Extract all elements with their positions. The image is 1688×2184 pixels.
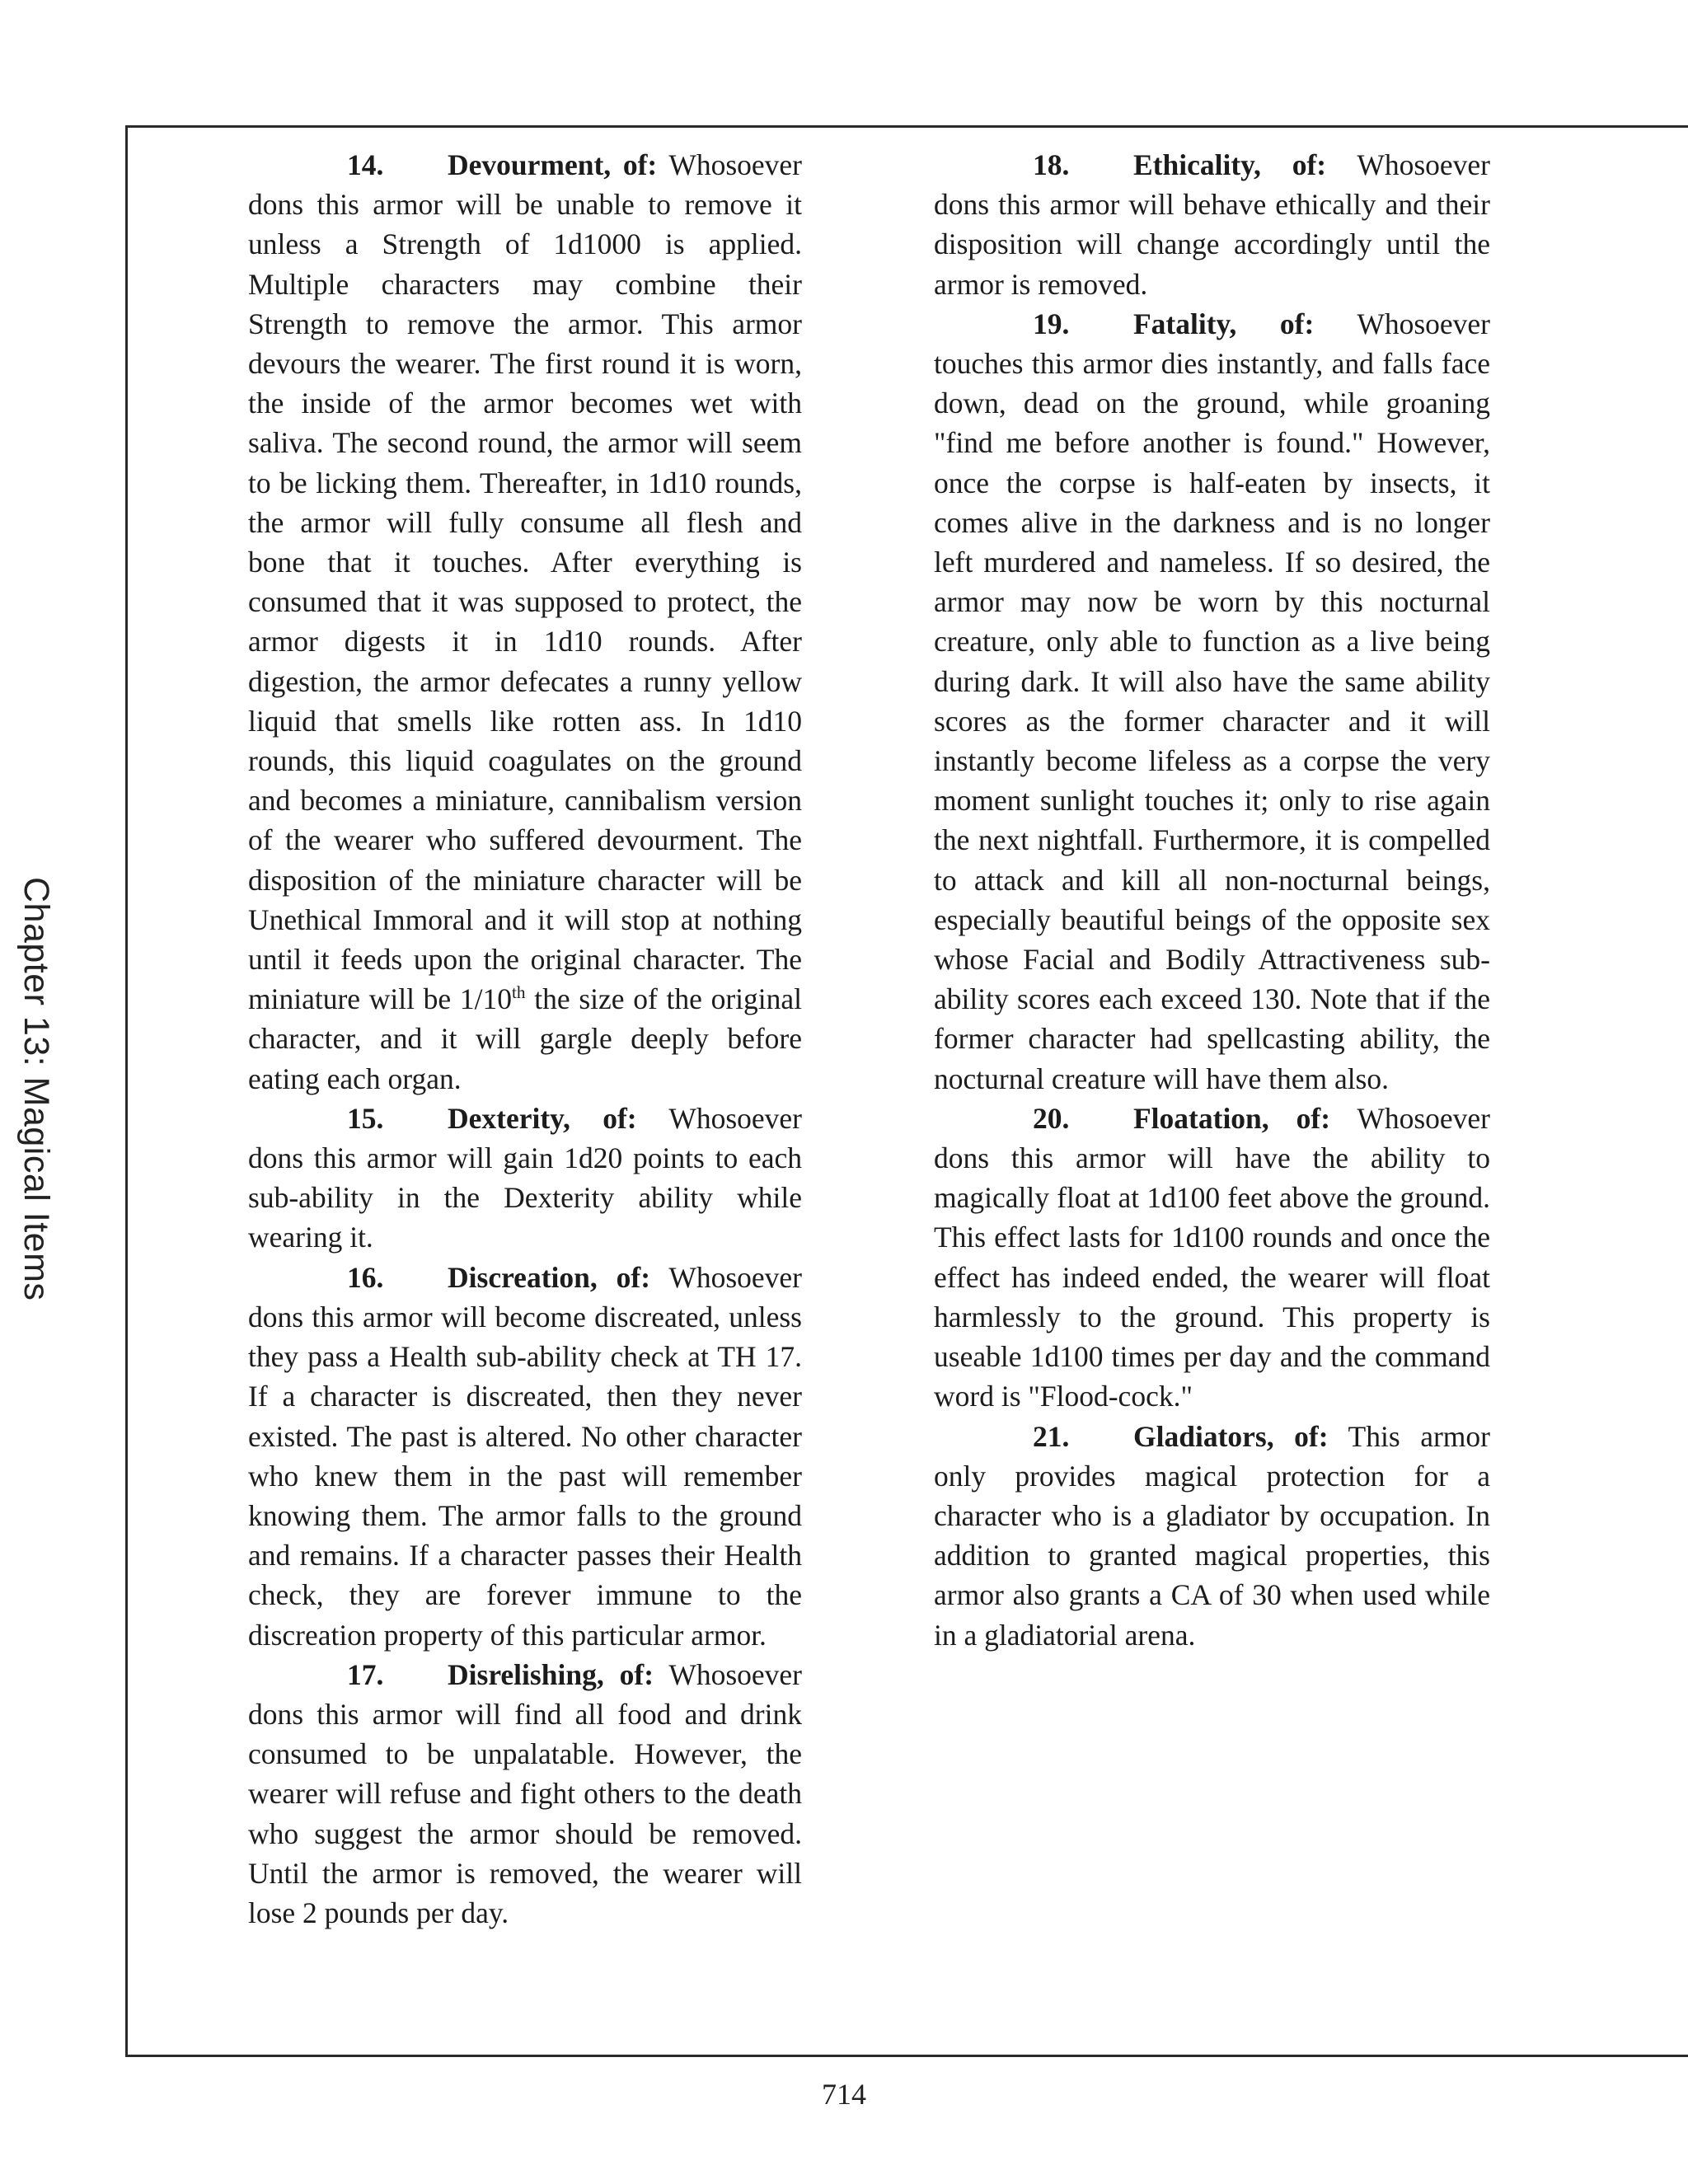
entry-title: Fatality, of:: [1133, 307, 1315, 340]
left-column: [248, 145, 802, 1933]
right-column: [934, 145, 1490, 1655]
ordinal-suffix: th: [512, 982, 526, 1003]
entry-dexterity: [248, 1099, 802, 1258]
entry-number: 14.: [347, 148, 384, 181]
entry-text: Whosoever dons this armor will gain 1d20 points to each sub-ability in the Dexterity ability while wearing it.: [248, 1101, 802, 1254]
entry-fatality: [934, 304, 1490, 1099]
entry-number: 15.: [347, 1101, 384, 1135]
entry-number: 18.: [1033, 148, 1070, 181]
entry-discreation: [248, 1258, 802, 1655]
entry-text: Whosoever dons this armor will have the ability to magically float at 1d100 feet above the ground. This effect lasts for 1d100 rounds and once the effect has indeed ended, the wearer will float harmlessly to the ground. This property is useable 1d100 times per day and the command word is "Flood-cock.": [934, 1101, 1490, 1413]
entry-text: Whosoever dons this armor will find all food and drink consumed to be unpalatable. However, the wearer will refuse and fight others to the death who suggest the armor should be removed. Until the armor is removed, the wearer will lose 2 pounds per day.: [248, 1657, 802, 1929]
entry-title: Devourment, of:: [448, 148, 658, 181]
page-number: 714: [822, 2078, 866, 2111]
entry-text: Whosoever dons this armor will become discreated, unless they pass a Health sub-ability check at TH 17. If a character is discreated, then they never existed. The past is altered. No other character who knew them in the past will remember knowing them. The armor falls to the ground and remains. If a character passes their Health check, they are forever immune to the discreation property of this particular armor.: [248, 1260, 803, 1652]
entry-gladiators: [934, 1417, 1490, 1655]
entry-number: 17.: [347, 1657, 384, 1691]
entry-text: Whosoever dons this armor will be unable to remove it unless a Strength of 1d1000 is applied. Multiple characters may combine their Strength to remove the armor. This armor devours the wearer. The first round it is worn, the inside of the armor becomes wet with saliva. The second round, the armor will seem to be licking them. Thereafter, in 1d10 rounds, the armor will fully consume all flesh and bone that it touches. After everything is consumed that it was supposed to protect, the armor digests it in 1d10 rounds. After digestion, the armor defecates a runny yellow liquid that smells like rotten ass. In 1d10 rounds, this liquid coagulates on the ground and becomes a miniature, cannibalism version of the wearer who suffered devourment. The disposition of the miniature character will be Unethical Immoral and it will stop at nothing until it feeds upon the original character. The miniature will be 1/10: [248, 148, 802, 1016]
entry-text: Whosoever touches this armor dies instantly, and falls face down, dead on the ground, while groaning "find me before another is found." However, once the corpse is half-eaten by insects, it comes alive in the darkness and is no longer left murdered and nameless. If so desired, the armor may now be worn by this nocturnal creature, only able to function as a live being during dark. It will also have the same ability scores as the former character and it will instantly become lifeless as a corpse the very moment sunlight touches it; only to rise again the next nightfall. Furthermore, it is compelled to attack and kill all non-nocturnal beings, especially beautiful beings of the opposite sex whose Facial and Bodily Attractiveness sub-ability scores each exceed 130. Note that if the former character had spellcasting ability, the nocturnal creature will have them also.: [934, 307, 1490, 1095]
entry-number: 20.: [1033, 1101, 1070, 1135]
entry-devourment: [248, 145, 802, 1099]
entry-ethicality: [934, 145, 1490, 304]
entry-floatation: [934, 1099, 1490, 1417]
entry-title: Ethicality, of:: [1133, 148, 1327, 181]
entry-title: Dexterity, of:: [448, 1101, 637, 1135]
entry-title: Gladiators, of:: [1133, 1419, 1329, 1453]
entry-number: 19.: [1033, 307, 1070, 340]
entry-text: Whosoever dons this armor will behave ethically and their disposition will change accordingly until the armor is removed.: [934, 148, 1490, 301]
entry-text: This armor only provides magical protection for a character who is a gladiator by occupation. In addition to granted magical properties, this armor also grants a CA of 30 when used while in a gladiatorial arena.: [934, 1419, 1490, 1652]
entry-title: Discreation, of:: [448, 1260, 651, 1294]
entry-disrelishing: [248, 1655, 802, 1933]
entry-title: Floatation, of:: [1133, 1101, 1331, 1135]
entry-number: 21.: [1033, 1419, 1070, 1453]
entry-number: 16.: [347, 1260, 384, 1294]
entry-title: Disrelishing, of:: [448, 1657, 654, 1691]
entry-text-continued: the size of the original character, and it will gargle deeply before eating each organ.: [248, 982, 803, 1095]
